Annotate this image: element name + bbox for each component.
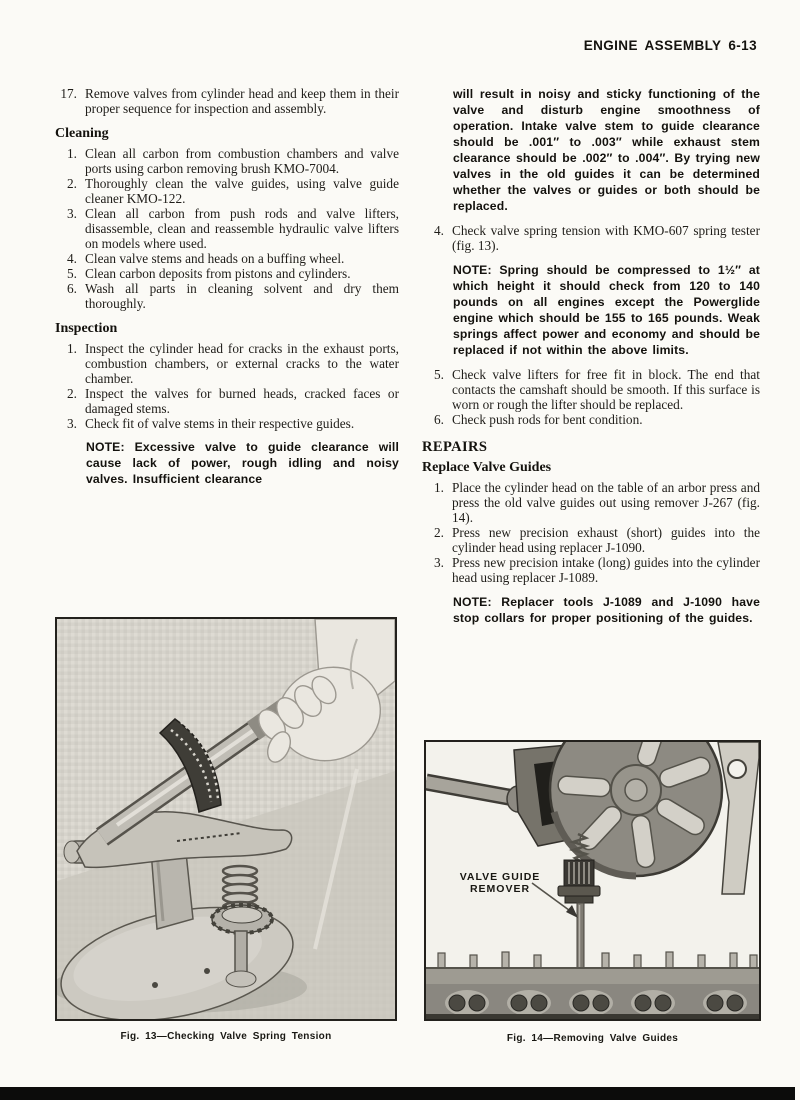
base-hole — [152, 982, 158, 988]
section-heading-inspection: Inspection — [55, 321, 118, 336]
list-text: Check push rods for bent condition. — [452, 412, 643, 427]
note-inspection: NOTE: Excessive valve to guide clearance will cause lack of power, rough idling and noisy valves. Insufficient clearance — [86, 440, 399, 486]
tester-stem — [235, 931, 247, 975]
list-number: 3. — [67, 206, 77, 221]
list-number: 5. — [434, 367, 444, 382]
figure-13-illustration — [57, 619, 395, 1019]
stem-foot — [226, 971, 256, 987]
section-heading-cleaning: Cleaning — [55, 126, 109, 141]
list-item — [55, 146, 399, 176]
list-item — [55, 386, 399, 416]
list-number: 4. — [434, 223, 444, 238]
list-text: Clean valve stems and heads on a buffing wheel. — [85, 251, 345, 266]
list-text: Place the cylinder head on the table of an arbor press and press the old valve guides out using remover J-267 (fig. 14). — [452, 480, 760, 525]
list-item — [422, 367, 760, 412]
section-heading-replace-valve-guides: Replace Valve Guides — [422, 460, 552, 475]
list-text: Check valve spring tension with KMO-607 spring tester (fig. 13). — [452, 223, 760, 253]
list-text: Inspect the valves for burned heads, cracked faces or damaged stems. — [85, 386, 399, 416]
list-number: 4. — [67, 251, 77, 266]
list-item — [422, 412, 760, 427]
list-text: Clean carbon deposits from pistons and cylinders. — [85, 266, 351, 281]
figure-14-caption: Fig. 14—Removing Valve Guides — [506, 1033, 679, 1044]
note-replacer-tools: NOTE: Replacer tools J-1089 and J-1090 have stop collars for proper positioning of the guides. — [453, 595, 760, 625]
list-number: 3. — [434, 555, 444, 570]
list-number: 1. — [67, 341, 77, 356]
list-number: 1. — [67, 146, 77, 161]
note-spring-tension: NOTE: Spring should be compressed to 1½″ at which height it should check from 120 to 140 pounds on all engines except the Powerglide engine which should be 155 to 165 pounds. Weak springs affect power and economy and should be replaced if not within the above limits. — [453, 263, 760, 357]
list-item — [55, 341, 399, 386]
page-header: ENGINE ASSEMBLY 6-13 — [583, 38, 757, 53]
list-number: 17. — [60, 86, 77, 101]
list-item — [55, 206, 399, 251]
list-number: 5. — [67, 266, 77, 281]
list-item — [422, 480, 760, 525]
list-item — [422, 525, 760, 555]
list-number: 2. — [67, 386, 77, 401]
adjusting-gear-wheel — [212, 905, 272, 933]
list-text: Wash all parts in cleaning solvent and dry them thoroughly. — [85, 281, 399, 311]
list-text: Clean all carbon from combustion chambers and valve ports using carbon removing brush KMO-7004. — [85, 146, 399, 176]
list-text: Press new precision exhaust (short) guides into the cylinder head using replacer J-1090. — [452, 525, 760, 555]
list-item — [422, 555, 760, 585]
section-heading-repairs: REPAIRS — [422, 439, 488, 455]
list-text: Thoroughly clean the valve guides, using valve guide cleaner KMO-122. — [85, 176, 399, 206]
note-continuation: will result in noisy and sticky functioning of the valve and disturb engine smoothness of operation. Intake valve stem to guide clearance should be .001″ to .003″ while exhaust stem clearance should be .002″ to .004″. By trying new valves in the old guides it can be determined whether the valves or guides or both should be replaced. — [453, 87, 760, 213]
list-text: Check valve lifters for free fit in block. The end that contacts the camshaft should be smooth. If this surface is worn or rough the lifter should be replaced. — [452, 367, 760, 412]
base-hole — [204, 968, 210, 974]
list-item — [55, 176, 399, 206]
column-right — [422, 86, 760, 626]
remover-rod — [577, 903, 584, 971]
figure-13-valve-spring-tester-photo — [55, 617, 397, 1021]
list-item — [422, 223, 760, 253]
list-item — [55, 266, 399, 281]
list-number: 2. — [434, 525, 444, 540]
list-text: Remove valves from cylinder head and keep them in their proper sequence for inspection and assembly. — [85, 86, 399, 116]
figure-label-line2: REMOVER — [469, 883, 531, 895]
arm-hole — [728, 760, 746, 778]
figure-label-line1: VALVE GUIDE — [459, 871, 541, 883]
list-number: 6. — [67, 281, 77, 296]
list-number: 3. — [67, 416, 77, 431]
scan-edge-bar — [0, 1087, 795, 1100]
column-left — [55, 86, 399, 487]
figure-13-caption: Fig. 13—Checking Valve Spring Tension — [120, 1031, 332, 1042]
list-item — [55, 416, 399, 431]
list-number: 6. — [434, 412, 444, 427]
list-text: Clean all carbon from push rods and valve lifters, disassemble, clean and reassemble hydraulic valve lifters on models where used. — [85, 206, 399, 251]
list-number: 1. — [434, 480, 444, 495]
list-item — [55, 281, 399, 311]
stop-collar — [558, 886, 600, 896]
list-text: Inspect the cylinder head for cracks in the exhaust ports, combustion chambers, or external cracks to the water chamber. — [85, 341, 399, 386]
list-item — [55, 251, 399, 266]
list-text: Check fit of valve stems in their respective guides. — [85, 416, 355, 431]
list-number: 2. — [67, 176, 77, 191]
figure-14-illustration — [426, 742, 759, 1019]
list-text: Press new precision intake (long) guides into the cylinder head using replacer J-1089. — [452, 555, 760, 585]
list-item — [55, 86, 399, 116]
figure-14-valve-guide-removal-photo — [424, 740, 761, 1021]
collar-lower — [565, 896, 593, 903]
